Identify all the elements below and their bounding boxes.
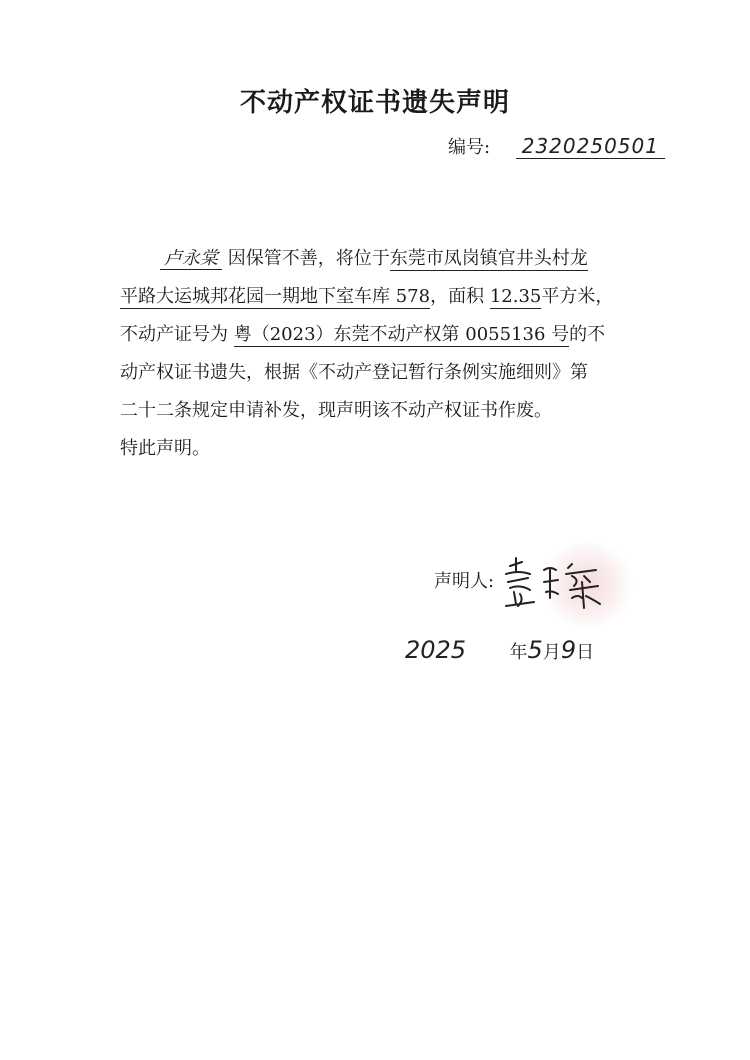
date-day-label: 日 <box>576 642 595 663</box>
date-day: 9 <box>560 636 577 664</box>
declarant-label: 声明人: <box>434 571 495 592</box>
date-year: 2025 <box>405 636 467 664</box>
owner-name: 卢永棠 <box>160 248 222 270</box>
address-part1: 东莞市凤岗镇官井头村龙 <box>389 248 588 269</box>
signature-row <box>434 552 620 612</box>
number-label: 编号: <box>448 137 491 158</box>
date-row <box>405 636 594 664</box>
paragraph-line-1 <box>120 240 640 278</box>
date-month-label: 月 <box>542 642 561 663</box>
address-part2: 平路大运城邦花园一期地下室车库 578 <box>120 286 431 307</box>
cert-suffix: 的不 <box>569 324 606 345</box>
date-month: 5 <box>527 636 543 664</box>
document-number-row <box>448 133 665 159</box>
paragraph-line-6: 特此声明。 <box>120 438 210 459</box>
cert-label: 不动产证号为 <box>120 324 228 345</box>
number-value: 2320250501 <box>516 134 665 159</box>
area-unit: 平方米， <box>541 286 614 307</box>
handwritten-signature <box>500 552 620 612</box>
paragraph-line-5: 二十二条规定申请补发，现声明该不动产权证书作废。 <box>120 400 552 421</box>
line1-text: 因保管不善，将位于 <box>227 248 390 269</box>
area-value: 12.35 <box>489 286 542 307</box>
paragraph-line-4: 动产权证书遗失，根据《不动产登记暂行条例实施细则》第 <box>120 362 588 383</box>
document-title: 不动产权证书遗失声明 <box>239 88 510 118</box>
declaration-paragraph <box>120 240 640 468</box>
date-year-label: 年 <box>509 642 528 663</box>
paragraph-line-2 <box>120 278 640 316</box>
signature-strokes <box>500 552 620 612</box>
paragraph-line-3 <box>120 316 640 354</box>
area-label: ，面积 <box>430 286 485 307</box>
cert-number: 粤（2023）东莞不动产权第 0055136 号 <box>233 324 570 345</box>
